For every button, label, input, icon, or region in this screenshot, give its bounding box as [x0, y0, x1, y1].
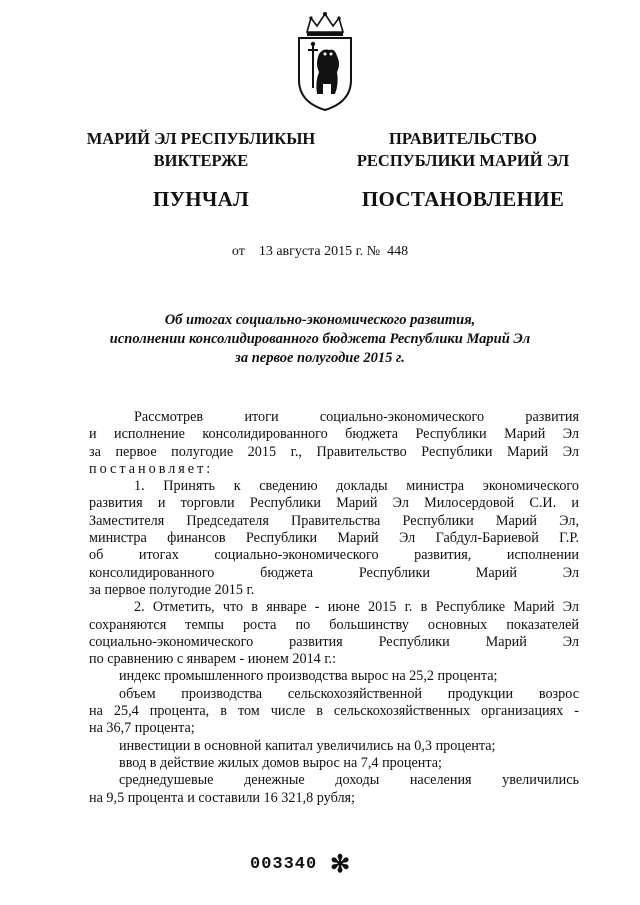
body-line: сохраняются темпы роста по большинству основных показателей — [89, 616, 579, 633]
body-line: на 36,7 процента; — [89, 720, 195, 737]
document-number: 448 — [387, 244, 409, 259]
body-line: консолидированного бюджета Республики Марий Эл — [89, 564, 579, 581]
serial-number: 003340 — [250, 855, 318, 874]
document-title — [60, 311, 580, 368]
body-line: об итогах социально-экономического развития, исполнении — [89, 547, 579, 564]
body-line: объем производства сельскохозяйственной продукции возрос — [119, 685, 579, 702]
body-line: министра финансов Республики Марий Эл Габдул-Бариевой Г.Р. — [89, 530, 579, 547]
body-line: индекс промышленного производства вырос на 25,2 процента; — [119, 668, 498, 685]
body-line: и исполнение консолидированного бюджета Республики Марий Эл — [89, 426, 579, 443]
header-left-line2: ВИКТЕРЖЕ — [153, 151, 249, 170]
date-prefix: от — [231, 244, 245, 259]
body-line: 1. Принять к сведению доклады министра экономического — [134, 478, 579, 495]
document-body — [89, 409, 579, 807]
date-value: 13 августа 2015 г. — [258, 244, 364, 259]
header-right — [332, 128, 594, 210]
header-left-doc-type: ПУНЧАЛ — [152, 187, 250, 211]
title-line: Об итогах социально-экономического развития, — [164, 312, 476, 328]
body-line: ввод в действие жилых домов вырос на 7,4 процента; — [119, 754, 442, 771]
header-right-line2: РЕСПУБЛИКИ МАРИЙ ЭЛ — [356, 151, 570, 170]
body-line: Рассмотрев итоги социально-экономического развития — [134, 409, 579, 425]
body-line: за первое полугодие 2015 г., Правительство Республики Марий Эл — [89, 443, 579, 460]
body-line: на 25,4 процента, в том числе в сельскохозяйственных организациях - — [89, 703, 579, 720]
coat-of-arms-emblem — [293, 10, 357, 114]
body-line: по сравнению с январем - июнем 2014 г.: — [89, 651, 337, 668]
body-line: 2. Отметить, что в январе - июне 2015 г. в Республике Марий Эл — [134, 599, 579, 616]
number-label: № — [366, 244, 381, 259]
header-right-line1: ПРАВИТЕЛЬСТВО — [389, 129, 537, 148]
body-line: на 9,5 процента и составили 16 321,8 рубля; — [89, 789, 355, 806]
body-line: среднедушевые денежные доходы населения увеличились — [119, 772, 579, 789]
header-left-line1: МАРИЙ ЭЛ РЕСПУБЛИКЫН — [86, 129, 316, 148]
asterisk-mark: ✻ — [330, 852, 351, 878]
body-line: развития и торговли Республики Марий Эл Милосердовой С.И. и — [89, 495, 579, 512]
body-line: за первое полугодие 2015 г. — [89, 581, 255, 598]
body-line: социально-экономического развития Республики Марий Эл — [89, 633, 579, 650]
title-line: за первое полугодие 2015 г. — [235, 350, 405, 366]
dateline — [0, 244, 640, 260]
body-line: инвестиции в основной капитал увеличились на 0,3 процента; — [119, 737, 496, 754]
body-line: Заместителя Председателя Правительства Республики Марий Эл, — [89, 512, 579, 529]
header-left — [70, 128, 332, 210]
header-right-doc-type: ПОСТАНОВЛЕНИЕ — [361, 187, 565, 211]
body-line: постановляет: — [89, 460, 214, 477]
title-line: исполнении консолидированного бюджета Республики Марий Эл — [109, 331, 531, 347]
